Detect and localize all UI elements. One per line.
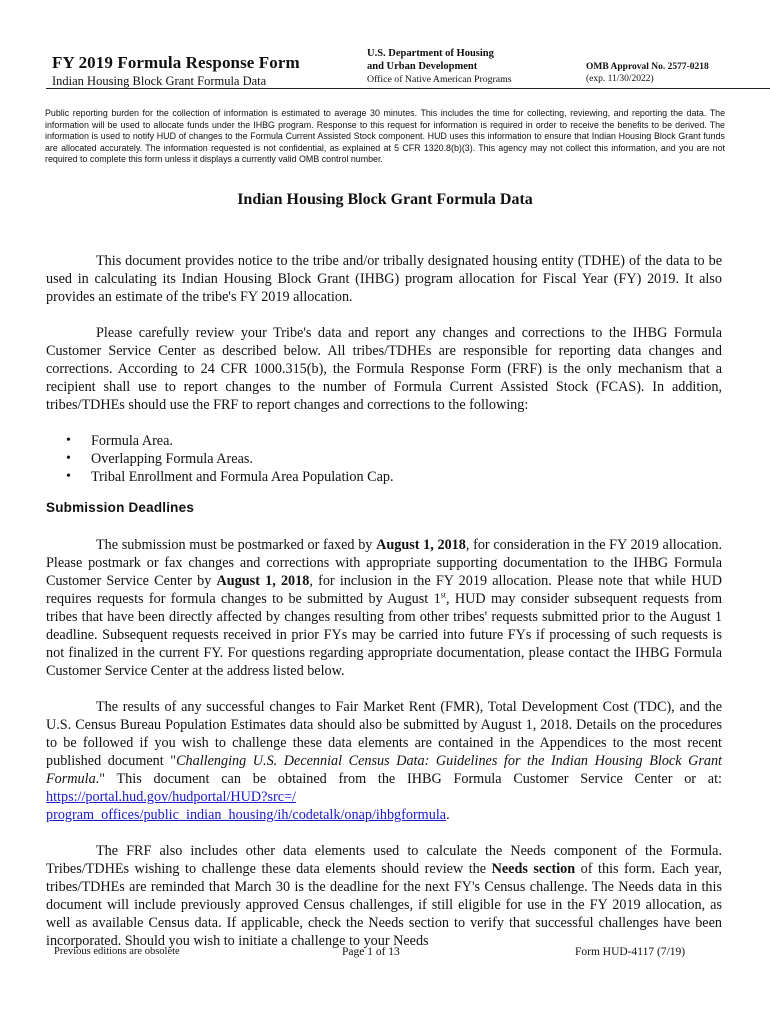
form-subtitle: Indian Housing Block Grant Formula Data (52, 74, 267, 88)
burden-statement: Public reporting burden for the collection of information is estimated to average 30 minutes. This includes the time for collecting, reviewing, and reporting the data. The information will be used to allocate funds under the IHBG program. Response to this request for information is required in order to receive the benefits to be derived. The information is used to notify HUD of changes to the Formula Current Assisted Stock component. HUD uses this information to ensure that Indian Housing Block Grant funds are allocated accurately. The information requested is not confidential, as explained at 5 CFR 1320.8(b)(3). This agency may not collect this information, and you are not required to complete this form unless it displays a currently valid OMB control number. (45, 108, 725, 165)
ihbg-formula-link[interactable] (46, 789, 446, 823)
publication-title: Challenging U.S. Decennial Census Data: Guidelines for the Indian Housing Block Grant Formula (46, 753, 722, 787)
document-title: Indian Housing Block Grant Formula Data (237, 191, 533, 208)
link-text-line1: https://portal.hud.gov/hudportal/HUD?src=/ (46, 789, 296, 805)
text-run: ." This document can be obtained from the IHBG Formula Customer Service Center or at: (95, 771, 722, 787)
change-items-list (46, 432, 722, 486)
header-divider (46, 88, 770, 89)
text-run: , HUD may consider subsequent requests from tribes that have been directly affected by changes resulting from other tribes' requests submitted prior to the August 1 deadline. Subsequent requests received in prior FYs may be carried into future FYs if processing of such requests is not finalized in the current FY. For questions regarding appropriate documentation, please contact the IHBG Formula Customer Service Center at the address listed below. (46, 591, 723, 679)
form-header (0, 0, 770, 90)
deadline-paragraph (46, 536, 722, 680)
agency-name (367, 47, 537, 73)
text-run: of this form. Each year, tribes/TDHEs are reminded that March 30 is the deadline for the next FY's Census challenge. The Needs data in this document will include previously approved Census challenges, if still eligible for use in the FY 2019 allocation, as well as available Census data. If applicable, check the Needs section to verify that successful challenges have been incorporated. Should you wish to initiate a challenge to your Needs (46, 861, 722, 949)
omb-expiration: (exp. 11/30/2022) (586, 74, 654, 84)
text-run: . (446, 807, 450, 823)
review-paragraph: Please carefully review your Tribe's data and report any changes and corrections to the IHBG Formula Customer Service Center as described below. All tribes/TDHEs are responsible for reporting data changes and corrections. According to 24 CFR 1000.315(b), the Formula Response Form (FRF) is the only mechanism that a recipient shall use to report changes to the number of Formula Current Assisted Stock (FCAS). In addition, tribes/TDHEs should use the FRF to report changes and corrections to the following: (46, 325, 722, 413)
text-run: , for inclusion in the FY 2019 allocation. Please note that while HUD requires requests for formula changes to be submitted by August 1 (46, 573, 722, 607)
agency-name-line2: and Urban Development (367, 61, 478, 72)
intro-section (46, 252, 722, 504)
deadline-date: August 1, 2018 (376, 537, 466, 553)
intro-paragraph: This document provides notice to the tribe and/or tribally designated housing entity (TDHE) of the data to be used in calculating its Indian Housing Block Grant (IHBG) program allocation for Fiscal Year (FY) 2019. It also provides an estimate of the tribe's FY 2019 allocation. (46, 253, 722, 305)
text-run: , for consideration in the FY 2019 allocation. Please postmark or fax changes and corrections with appropriate supporting documentation to the IHBG Formula Customer Service Center by (46, 537, 723, 589)
form-title: FY 2019 Formula Response Form (52, 53, 300, 72)
ordinal-suffix: st (440, 590, 447, 600)
link-text-line2: program_offices/public_indian_housing/ih/codetalk/onap/ihbgformula (46, 807, 447, 823)
list-item: • Formula Area. (66, 432, 722, 450)
text-run: The FRF also includes other data elements used to calculate the Needs component of the Formula. Tribes/TDHEs wishing to challenge these data elements should review the (46, 843, 722, 877)
section-heading-submission-deadlines: Submission Deadlines (46, 500, 195, 515)
results-paragraph (46, 698, 722, 824)
form-number: Form HUD-4117 (7/19) (575, 946, 686, 958)
page-number: Page 1 of 13 (342, 946, 400, 958)
needs-paragraph (46, 842, 722, 950)
needs-section-ref: Needs section (491, 861, 576, 877)
text-run: The results of any successful changes to Fair Market Rent (FMR), Total Development Cost (TDC), and the U.S. Census Bureau Population Estimates data should also be submitted by August 1, 2018. Details on the procedures to be followed if you wish to challenge these data elements are contained in the Appendices to the most recent published document " (46, 699, 722, 769)
list-item: • Overlapping Formula Areas. (66, 450, 722, 468)
agency-office: Office of Native American Programs (367, 74, 512, 85)
text-run: The submission must be postmarked or faxed by (96, 537, 377, 553)
deadline-date: August 1, 2018 (216, 573, 310, 589)
footer-obsolete-note: Previous editions are obsolete (54, 946, 180, 957)
list-item: • Tribal Enrollment and Formula Area Population Cap. (66, 468, 722, 486)
deadlines-section (46, 536, 722, 968)
omb-approval-number: OMB Approval No. 2577-0218 (586, 62, 709, 72)
agency-name-line1: U.S. Department of Housing (367, 48, 494, 59)
